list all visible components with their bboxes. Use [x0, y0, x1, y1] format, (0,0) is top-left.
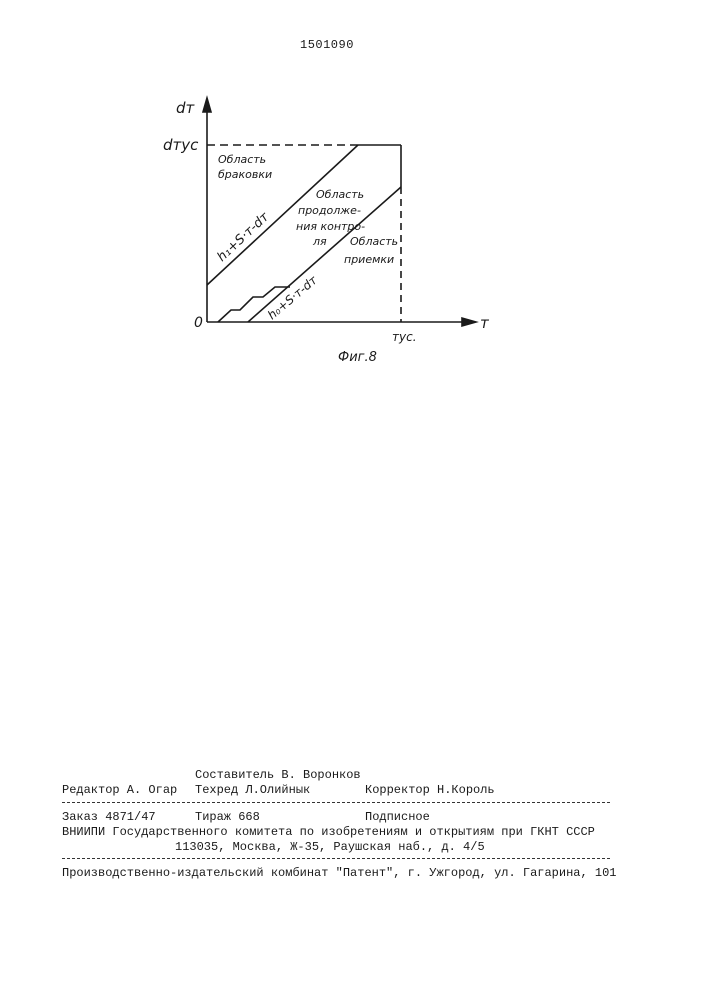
circulation: Тираж 668 [195, 810, 260, 824]
y-max-label: dтус [163, 136, 199, 154]
region-accept-label: Область приемки [344, 235, 402, 266]
patent-page [0, 0, 707, 1000]
figure-8 [0, 0, 707, 400]
y-axis-arrow [203, 98, 211, 112]
x-axis-arrow [462, 318, 476, 326]
address: 113035, Москва, Ж-35, Раушская наб., д. 4/5 [175, 840, 485, 854]
lower-line-formula: h₀+S·т-dт [265, 272, 321, 322]
origin-label: 0 [194, 315, 203, 331]
region-reject-label: Область браковки [218, 153, 272, 181]
organization: ВНИИПИ Государственного комитета по изобретениям и открытиям при ГКНТ СССР [62, 825, 595, 839]
divider [62, 802, 610, 803]
figure-caption: Фиг.8 [338, 350, 377, 365]
region-continue-label: Область продолже- ния контро- ля [296, 188, 369, 248]
editor: Редактор А. Огар [62, 783, 177, 797]
y-axis-label: dт [176, 99, 196, 117]
order: Заказ 4871/47 [62, 810, 156, 824]
corrector: Корректор Н.Король [365, 783, 495, 797]
x-max-label: тус. [392, 330, 417, 344]
techred: Техред Л.Олийнык [195, 783, 310, 797]
publisher: Производственно-издательский комбинат "Патент", г. Ужгород, ул. Гагарина, 101 [62, 866, 617, 880]
subscription: Подписное [365, 810, 430, 824]
upper-line-formula: h₁+S·т-dт [214, 209, 272, 264]
divider [62, 858, 610, 859]
page-number: 1501090 [300, 38, 354, 52]
x-axis-label: т [480, 314, 490, 332]
compiler: Составитель В. Воронков [195, 768, 361, 782]
